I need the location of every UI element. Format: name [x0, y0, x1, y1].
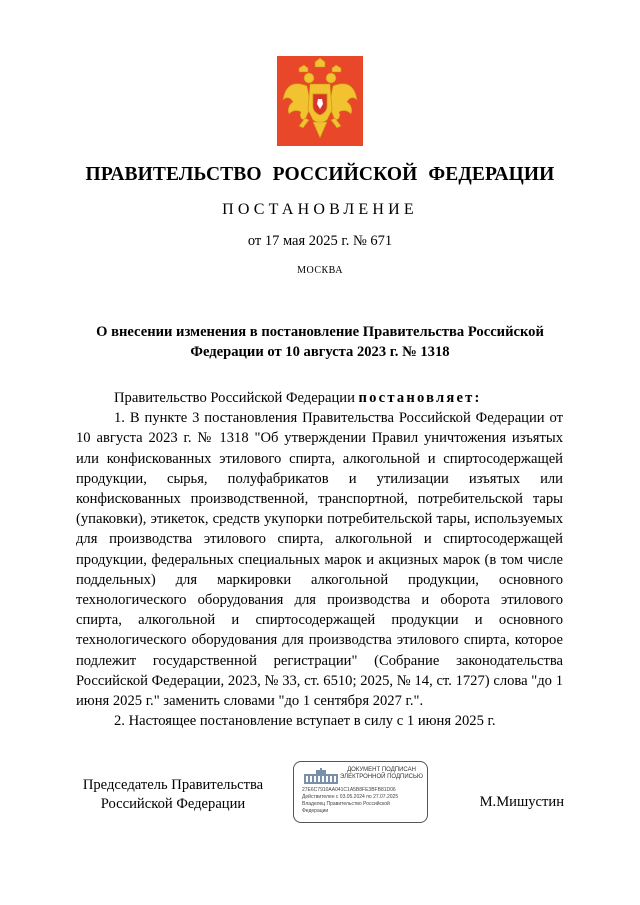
paragraph-1: 1. В пункте 3 постановления Правительства Российской Федерации от 10 августа 2023 г. № 1318 "Об утверждении Правил уничтожения изъятых или конфискованных этилового спирта, алкогольной и спиртосодержащей продукции, сырья, полуфабрикатов и утилизации изъятых или конфискованных производственной, транспортной, потребительской тары (упаковки), этикеток, средств укупорки потребительской тары, используемых для производства этилового спирта, алкогольной и спиртосодержащей продукции, федеральных специальных марок и акцизных марок (в том числе поддельных) для маркировки алкогольной продукции, основного технологического оборудования для производства и оборота этилового спирта, алкогольной и спиртосодержащей продукции и основного технологического оборудования для производства этилового спирта, которое подлежит государственной регистрации" (Собрание законодательства Российской Федерации, 2023, № 33, ст. 6510; 2025, № 14, ст. 1727) слова "до 1 июня 2025 г." заменить словами "до 1 сентября 2027 г.".: [76, 410, 563, 710]
stamp-serial: 27E6C7910AA041C1A5B8FE3BFB81D06: [302, 787, 396, 793]
signer-title-line-2: Российской Федерации: [100, 796, 246, 812]
electronic-signature-stamp: [293, 761, 428, 823]
document-date-number: от 17 мая 2025 г. № 671: [247, 233, 393, 249]
stamp-validity: Действителен с 03.05.2024 по 27.07.2025: [302, 794, 399, 800]
document-type: ПОСТАНОВЛЕНИЕ: [222, 201, 418, 218]
building-icon: [304, 768, 338, 784]
subject-line-2: Федерации от 10 августа 2023 г. № 1318: [190, 344, 450, 360]
signer-title-line-1: Председатель Правительства: [82, 777, 264, 793]
intro-lead: Правительство Российской Федерации: [114, 390, 359, 406]
stamp-header-line-1: ДОКУМЕНТ ПОДПИСАН: [347, 767, 416, 773]
document-city: МОСКВА: [297, 265, 343, 276]
stamp-header-line-2: ЭЛЕКТРОННОЙ ПОДПИСЬЮ: [340, 774, 423, 780]
intro-verb: постановляет:: [358, 390, 482, 406]
intro-paragraph: [76, 388, 563, 408]
subject-line-1: О внесении изменения в постановление Правительства Российской: [96, 324, 544, 340]
government-title: ПРАВИТЕЛЬСТВО РОССИЙСКОЙ ФЕДЕРАЦИИ: [85, 164, 555, 185]
coat-of-arms-icon: [277, 56, 363, 146]
stamp-owner-line-2: Федерации: [302, 808, 329, 814]
signer-name: М.Мишустин: [479, 794, 564, 810]
stamp-owner-line-1: Владелец Правительство Российской: [302, 801, 390, 807]
document-subject: [82, 322, 558, 362]
paragraph-2: 2. Настоящее постановление вступает в силу с 1 июня 2025 г.: [114, 713, 496, 730]
stamp-header: [340, 767, 423, 781]
document-body: [76, 388, 563, 731]
signer-title: [66, 776, 280, 814]
stamp-details: [302, 787, 423, 815]
